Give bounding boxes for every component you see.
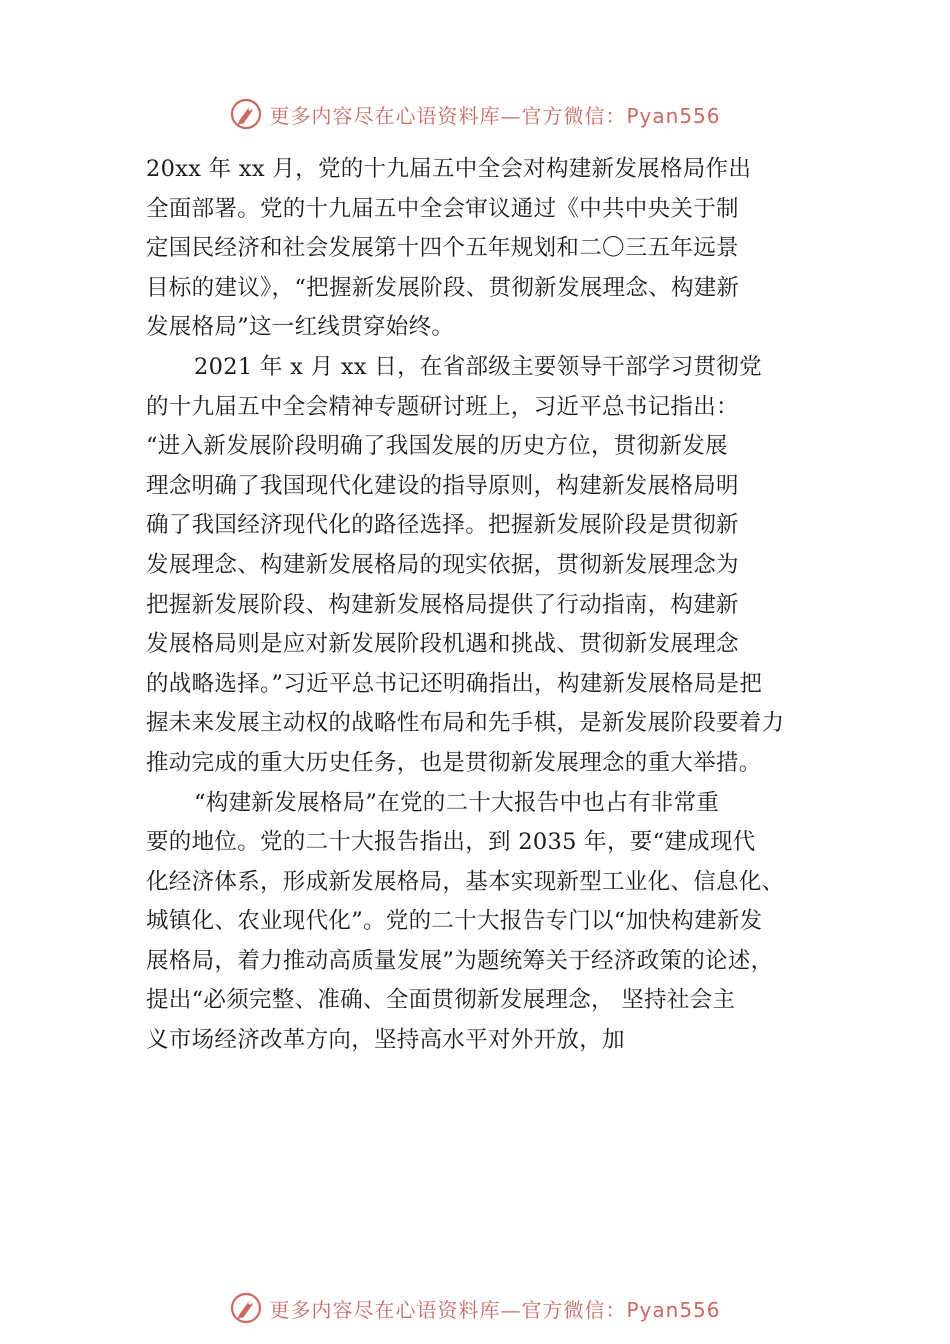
text-line: 提出“必须完整、准确、全面贯彻新发展理念， 坚持社会主 — [146, 987, 736, 1014]
header-wechat-id: Pyan556 — [626, 103, 721, 128]
footer-banner — [0, 1288, 950, 1328]
text-line: 义市场经济改革方向，坚持高水平对外开放，加 — [146, 1027, 625, 1054]
text-line: 把握新发展阶段、构建新发展格局提供了行动指南，构建新 — [146, 591, 739, 618]
text-line: 理念明确了我国现代化建设的指导原则，构建新发展格局明 — [146, 472, 739, 499]
text-line: 要的地位。党的二十大报告指出，到 2035 年，要“建成现代 — [146, 829, 756, 856]
text-line: 的十九届五中全会精神专题研讨班上，习近平总书记指出： — [146, 393, 739, 420]
text-line: 20xx 年 xx 月，党的十九届五中全会对构建新发展格局作出 — [146, 156, 752, 182]
text-line: “进入新发展阶段明确了我国发展的历史方位，贯彻新发展 — [146, 433, 728, 460]
text-line: 定国民经济和社会发展第十四个五年规划和二〇三五年远景 — [146, 235, 739, 262]
text-line: 发展格局则是应对新发展阶段机遇和挑战、贯彻新发展理念 — [146, 631, 739, 658]
text-line: 确了我国经济现代化的路径选择。把握新发展阶段是贯彻新 — [146, 512, 739, 539]
text-line: 推动完成的重大历史任务，也是贯彻新发展理念的重大举措。 — [146, 749, 762, 776]
text-line: 展格局，着力推动高质量发展”为题统筹关于经济政策的论述， — [146, 947, 774, 974]
paragraph — [146, 348, 846, 784]
pen-nib-logo-icon — [229, 1291, 263, 1325]
text-line: “构建新发展格局”在党的二十大报告中也占有非常重 — [194, 789, 720, 816]
paragraph — [146, 150, 846, 348]
text-line: 握未来发展主动权的战略性布局和先手棋，是新发展阶段要着力 — [146, 710, 785, 737]
paragraph — [146, 784, 846, 1061]
header-banner-text — [269, 100, 720, 129]
text-line: 城镇化、农业现代化”。党的二十大报告专门以“加快构建新发 — [146, 908, 763, 935]
pen-nib-logo-icon — [229, 97, 263, 131]
footer-banner-label: 更多内容尽在心语资料库—官方微信： — [269, 1297, 627, 1322]
footer-wechat-id: Pyan556 — [626, 1297, 721, 1322]
document-body — [146, 150, 846, 1061]
text-line: 目标的建议》，“把握新发展阶段、贯彻新发展理念、构建新 — [146, 274, 740, 301]
header-banner — [0, 94, 950, 134]
text-line: 2021 年 x 月 xx 日，在省部级主要领导干部学习贯彻党 — [194, 353, 762, 380]
text-line: 发展理念、构建新发展格局的现实依据，贯彻新发展理念为 — [146, 551, 739, 578]
text-line: 化经济体系，形成新发展格局，基本实现新型工业化、信息化、 — [146, 868, 785, 895]
text-line: 发展格局”这一红线贯穿始终。 — [146, 314, 455, 341]
text-line: 的战略选择。”习近平总书记还明确指出，构建新发展格局是把 — [146, 670, 763, 697]
text-line: 全面部署。党的十九届五中全会审议通过《中共中央关于制 — [146, 195, 739, 222]
footer-banner-text — [269, 1294, 720, 1323]
header-banner-label: 更多内容尽在心语资料库—官方微信： — [269, 103, 627, 128]
